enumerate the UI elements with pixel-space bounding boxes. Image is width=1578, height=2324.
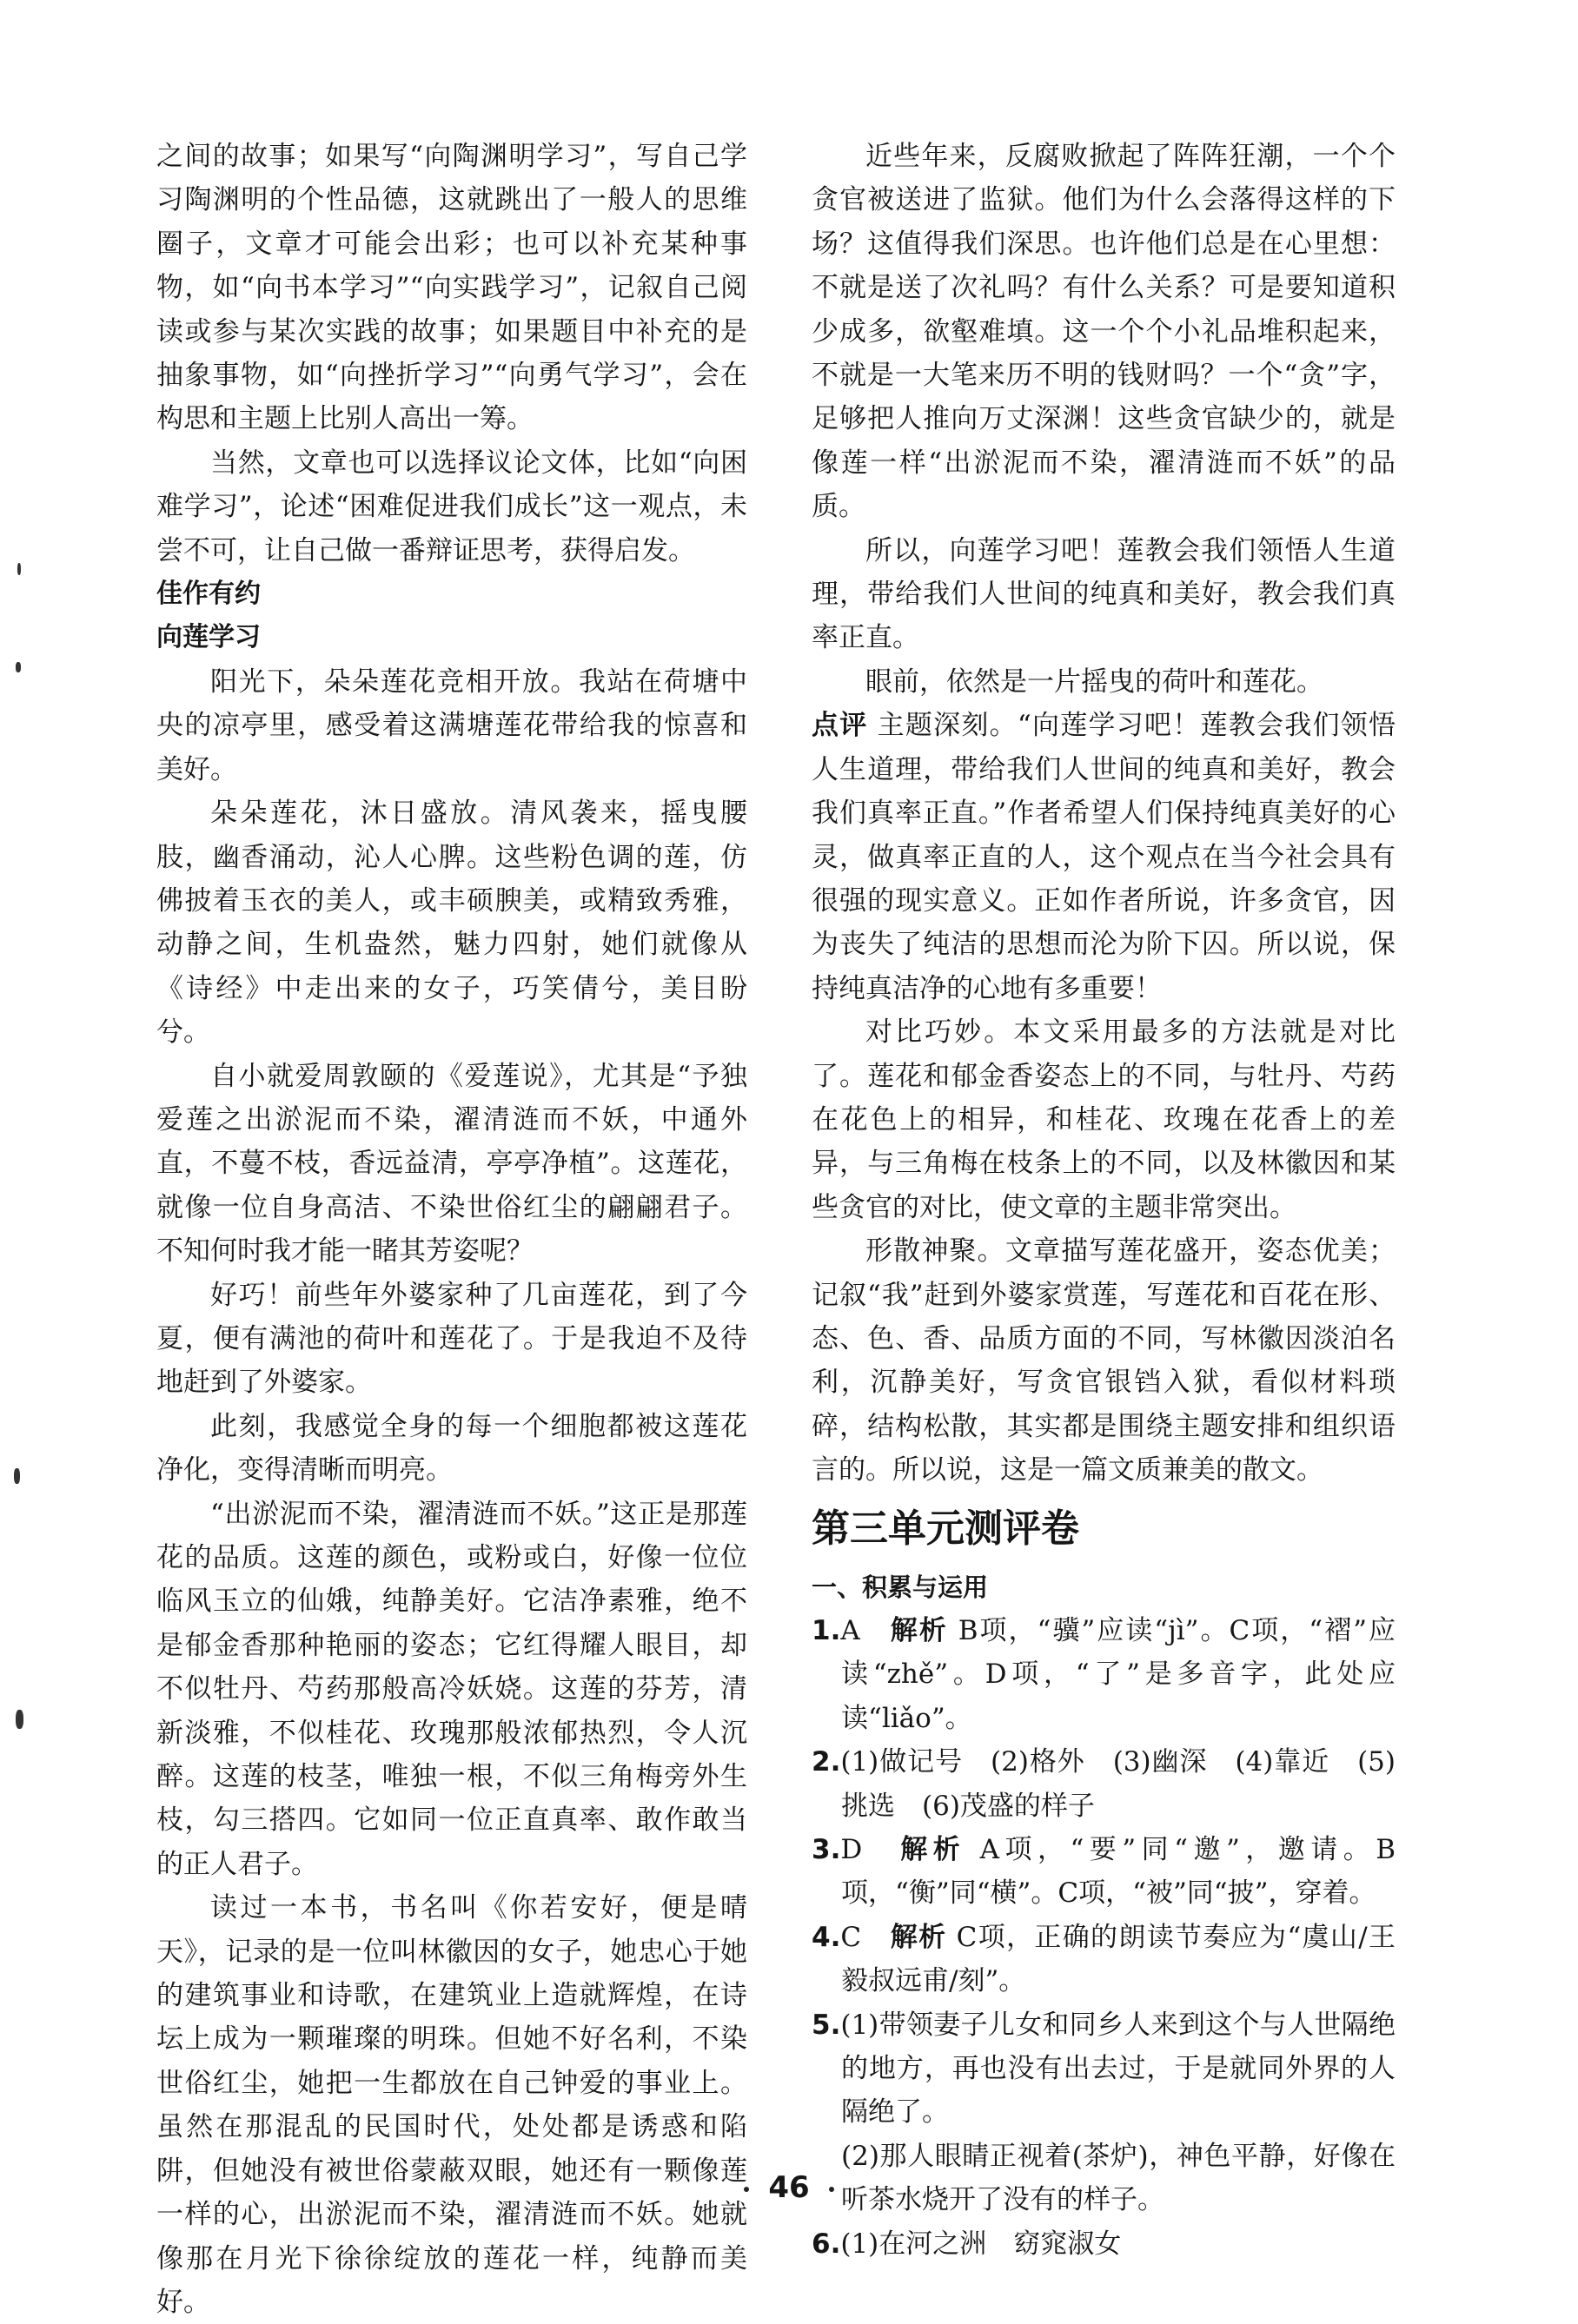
- essay-paragraph: 所以，向莲学习吧！莲教会我们领悟人生道理，带给我们人世间的纯真和美好，教会我们真率正直。: [812, 534, 1396, 654]
- answer-item: [812, 2222, 1396, 2266]
- answer-text: A项，“要”同“邀”，邀请。B项，“衡”同“横”。C项，“被”同“披”，穿着。: [841, 1834, 1396, 1910]
- unit-title: 第三单元测评卷: [812, 1506, 1079, 1551]
- answer-text: (1)做记号 (2)格外 (3)幽深 (4)靠近 (5)挑选 (6)茂盛的样子: [840, 1746, 1396, 1822]
- answer-subitem: (2)那人眼睛正视着(茶炉)，神色平静，好像在听茶水烧开了没有的样子。: [841, 2140, 1396, 2216]
- essay-paragraph: 眼前，依然是一片摇曳的荷叶和莲花。: [865, 665, 1323, 698]
- comment-text: 主题深刻。“向莲学习吧！莲教会我们领悟人生道理，带给我们人世间的纯真和美好，教会我们真率正直。”作者希望人们保持纯真美好的心灵，做真率正直的人，这个观点在当今社会具有很强的现实意义。正如作者所说，许多贪官，因为丧失了纯洁的思想而沦为阶下囚。所以说，保持纯真洁净的心地有多重要！: [812, 710, 1396, 1004]
- analysis-label: 解析: [900, 1834, 966, 1866]
- answer-item: [812, 1740, 1396, 1828]
- margin-mark: [17, 563, 21, 575]
- page-number-text: 46: [768, 2170, 810, 2205]
- essay-paragraph: 近些年来，反腐败掀起了阵阵狂潮，一个个贪官被送进了监狱。他们为什么会落得这样的下场？这值得我们深思。也许他们总是在心里想：不就是送了次礼吗？有什么关系？可是要知道积少成多，欲壑难填。这一个个小礼品堆积起来，不就是一大笔来历不明的钱财吗？一个“贪”字，足够把人推向万丈深渊！这些贪官缺少的，就是像莲一样“出淤泥而不染，濯清涟而不妖”的品质。: [812, 141, 1396, 523]
- essay-paragraph: “出淤泥而不染，濯清涟而不妖。”这正是那莲花的品质。这莲的颜色，或粉或白，好像一位位临风玉立的仙娥，纯静美好。它洁净素雅，绝不是郁金香那种艳丽的姿态；它红得耀人眼目，却不似牡丹、芍药那般高冷妖娆。这莲的芬芳，清新淡雅，不似桂花、玫瑰那般浓郁热烈，令人沉醉。这莲的枝茎，唯独一根，不似三角梅旁外生枝，勾三搭四。它如同一位正直真率、敢作敢当的正人君子。: [156, 1498, 747, 1880]
- answer-choice: A: [840, 1615, 860, 1646]
- bullet-dot: [744, 2187, 749, 2192]
- answer-item: [812, 1916, 1396, 2003]
- answer-text: (1)在河之洲 窈窕淑女: [840, 2228, 1122, 2260]
- analysis-label: 解析: [890, 1921, 947, 1953]
- answer-number: 6.: [812, 2228, 841, 2260]
- essay-paragraph: 朵朵莲花，沐日盛放。清风袭来，摇曳腰肢，幽香涌动，沁人心脾。这些粉色调的莲，仿佛披着玉衣的美人，或丰硕腴美，或精致秀雅，动静之间，生机盎然，魅力四射，她们就像从《诗经》中走出来的女子，巧笑倩兮，美目盼兮。: [156, 798, 747, 1049]
- analysis-label: 解析: [890, 1615, 948, 1646]
- page-number: [0, 2170, 1578, 2205]
- essay-paragraph: 读过一本书，书名叫《你若安好，便是晴天》，记录的是一位叫林徽因的女子，她忠心于她的建筑事业和诗歌，在建筑业上造就辉煌，在诗坛上成为一颗璀璨的明珠。但她不好名利，不染世俗红尘，她把一生都放在自己钟爱的事业上。虽然在那混乱的民国时代，处处都是诱惑和陷阱，但她没有被世俗蒙蔽双眼，她还有一颗像莲一样的心，出淤泥而不染，濯清涟而不妖。她就像那在月光下徐徐绽放的莲花一样，纯静而美好。: [156, 1892, 747, 2318]
- answer-item: [812, 1609, 1396, 1740]
- essay-paragraph: 好巧！前些年外婆家种了几亩莲花，到了今夏，便有满池的荷叶和莲花了。于是我迫不及待地赶到了外婆家。: [156, 1279, 747, 1399]
- comment-label: 点评: [812, 710, 868, 742]
- section-label: 一、积累与运用: [812, 1572, 989, 1602]
- answer-choice: D: [840, 1834, 863, 1866]
- margin-mark: [14, 1468, 20, 1484]
- answer-text: (1)带领妻子儿女和同乡人来到这个与人世隔绝的地方，再也没有出去过，于是就同外界的人隔绝了。: [840, 2009, 1396, 2129]
- comment-paragraph: 对比巧妙。本文采用最多的方法就是对比了。莲花和郁金香姿态上的不同，与牡丹、芍药在花色上的相异，和桂花、玫瑰在花香上的差异，与三角梅在枝条上的不同，以及林徽因和某些贪官的对比，使文章的主题非常突出。: [812, 1016, 1396, 1223]
- answer-number: 2.: [812, 1746, 841, 1778]
- comment-paragraph: 形散神聚。文章描写莲花盛开，姿态优美；记叙“我”赶到外婆家赏莲，写莲花和百花在形、态、色、香、品质方面的不同，写林徽因淡泊名利，沉静美好，写贪官银铛入狱，看似材料琐碎，结构松散，其实都是围绕主题安排和组织语言的。所以说，这是一篇文质兼美的散文。: [812, 1235, 1396, 1486]
- answer-number: 5.: [812, 2009, 841, 2041]
- paragraph-argument: 当然，文章也可以选择议论文体，比如“向困难学习”，论述“困难促进我们成长”这一观点，未尝不可，让自己做一番辩证思考，获得启发。: [156, 447, 747, 566]
- answer-item: [812, 1828, 1396, 1916]
- essay-paragraph: 此刻，我感觉全身的每一个细胞都被这莲花净化，变得清晰而明亮。: [156, 1410, 747, 1486]
- left-column: [156, 135, 747, 2324]
- bullet-dot: [829, 2187, 834, 2192]
- section-heading: 佳作有约: [156, 579, 261, 610]
- comment-paragraph: [812, 704, 1396, 1010]
- essay-paragraph: 自小就爱周敦颐的《爱莲说》，尤其是“予独爱莲之出淤泥而不染，濯清涟而不妖，中通外直，不蔓不枝，香远益清，亭亭净植”。这莲花，就像一位自身高洁、不染世俗红尘的翩翩君子。不知何时我才能一睹其芳姿呢？: [156, 1060, 747, 1268]
- answer-number: 1.: [812, 1615, 841, 1646]
- essay-paragraph: 阳光下，朵朵莲花竞相开放。我站在荷塘中央的凉亭里，感受着这满塘莲花带给我的惊喜和美好。: [156, 665, 747, 785]
- answer-number: 4.: [812, 1921, 841, 1953]
- answer-number: 3.: [812, 1834, 841, 1866]
- answer-text: B项，“骥”应读“jì”。C项，“褶”应读“zhě”。D项，“了”是多音字，此处应读“liǎo”。: [841, 1615, 1396, 1734]
- margin-mark: [16, 662, 21, 672]
- right-column: [812, 135, 1396, 2266]
- answer-item: [812, 2003, 1396, 2135]
- paragraph-intro: 之间的故事；如果写“向陶渊明学习”，写自己学习陶渊明的个性品德，这就跳出了一般人的思维圈子，文章才可能会出彩；也可以补充某种事物，如“向书本学习”“向实践学习”，记叙自己阅读或参与某次实践的故事；如果题目中补充的是抽象事物，如“向挫折学习”“向勇气学习”，会在构思和主题上比别人高出一筹。: [156, 141, 747, 435]
- answer-choice: C: [840, 1921, 862, 1953]
- essay-title: 向莲学习: [156, 622, 261, 653]
- margin-mark: [16, 1710, 23, 1729]
- answer-text: C项，正确的朗读节奏应为“虞山/王毅叔远甫/刻”。: [841, 1921, 1396, 1997]
